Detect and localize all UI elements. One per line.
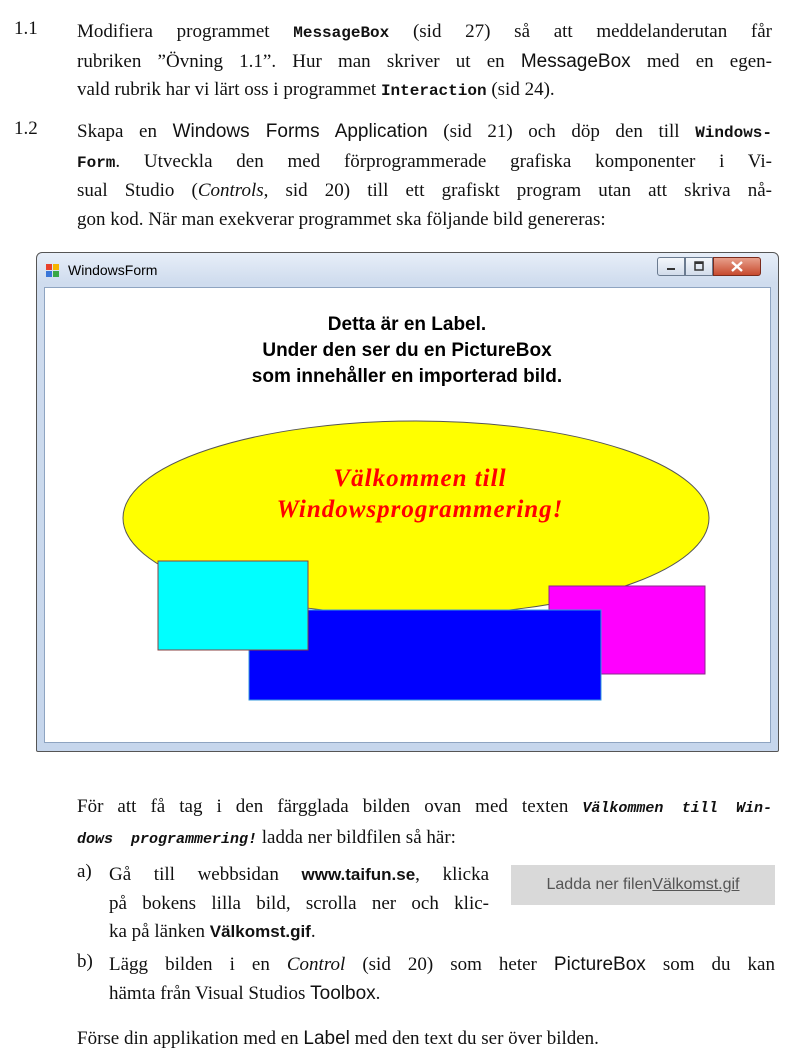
picture-box <box>45 288 772 744</box>
maximize-icon <box>686 258 712 275</box>
step-text: Lägg bilden i en Control (sid 20) som heter PictureBox som du kan hämta från Visual Studios Toolbox. <box>109 954 775 1004</box>
close-button[interactable] <box>713 257 761 276</box>
minimize-icon <box>658 258 684 275</box>
intro-paragraph: För att få tag i den färgglada bilden ovan med texten Välkommen till Win- dows programmering! ladda ner bildfilen så här: <box>77 796 772 848</box>
download-prefix: Ladda ner filen <box>546 876 653 893</box>
app-icon <box>46 264 60 278</box>
download-button[interactable] <box>511 865 775 905</box>
step-marker: b) <box>77 951 93 972</box>
exercise-number: 1.1 <box>14 18 38 39</box>
exercise-text: Modifiera programmet MessageBox (sid 27) så att meddelanderutan får rubriken ”Övning 1.1”. Hur man skriver ut en MessageBox med en egen- vald rubrik har vi lärt oss i programmet Interaction (sid 24). <box>77 21 772 100</box>
exercise-text: Skapa en Windows Forms Application (sid 21) och döp den till Windows- Form. Utveckla den med förprogrammerade grafiska komponenter i Vi- sual Studio (Controls, sid 20) till ett grafiskt program utan att skriva nå- gon kod. När man exekverar programmet ska följande bild genereras: <box>77 121 772 230</box>
maximize-button[interactable] <box>685 257 713 276</box>
windowsform-window <box>36 252 779 752</box>
final-instruction: Förse din applikation med en Label med den text du ser över bilden. <box>77 1028 599 1049</box>
step-text: Gå till webbsidan www.taifun.se, klicka på bokens lilla bild, scrolla ner och klic- ka på länken Välkomst.gif. <box>109 864 489 942</box>
close-icon <box>714 258 760 275</box>
welcome-line-2: Windowsprogrammering! <box>276 496 564 523</box>
step-marker: a) <box>77 861 92 882</box>
title-bar <box>37 253 778 287</box>
exercise-number: 1.2 <box>14 118 38 139</box>
download-link[interactable]: Välkomst.gif <box>652 876 740 893</box>
window-title: WindowsForm <box>68 262 158 278</box>
minimize-button[interactable] <box>657 257 685 276</box>
form-client-area <box>44 287 771 743</box>
form-label: Detta är en Label. Under den ser du en PictureBox som innehåller en importerad bild. <box>251 314 563 387</box>
welcome-line-1: Välkommen till <box>333 465 507 492</box>
cyan-rectangle <box>158 561 308 650</box>
